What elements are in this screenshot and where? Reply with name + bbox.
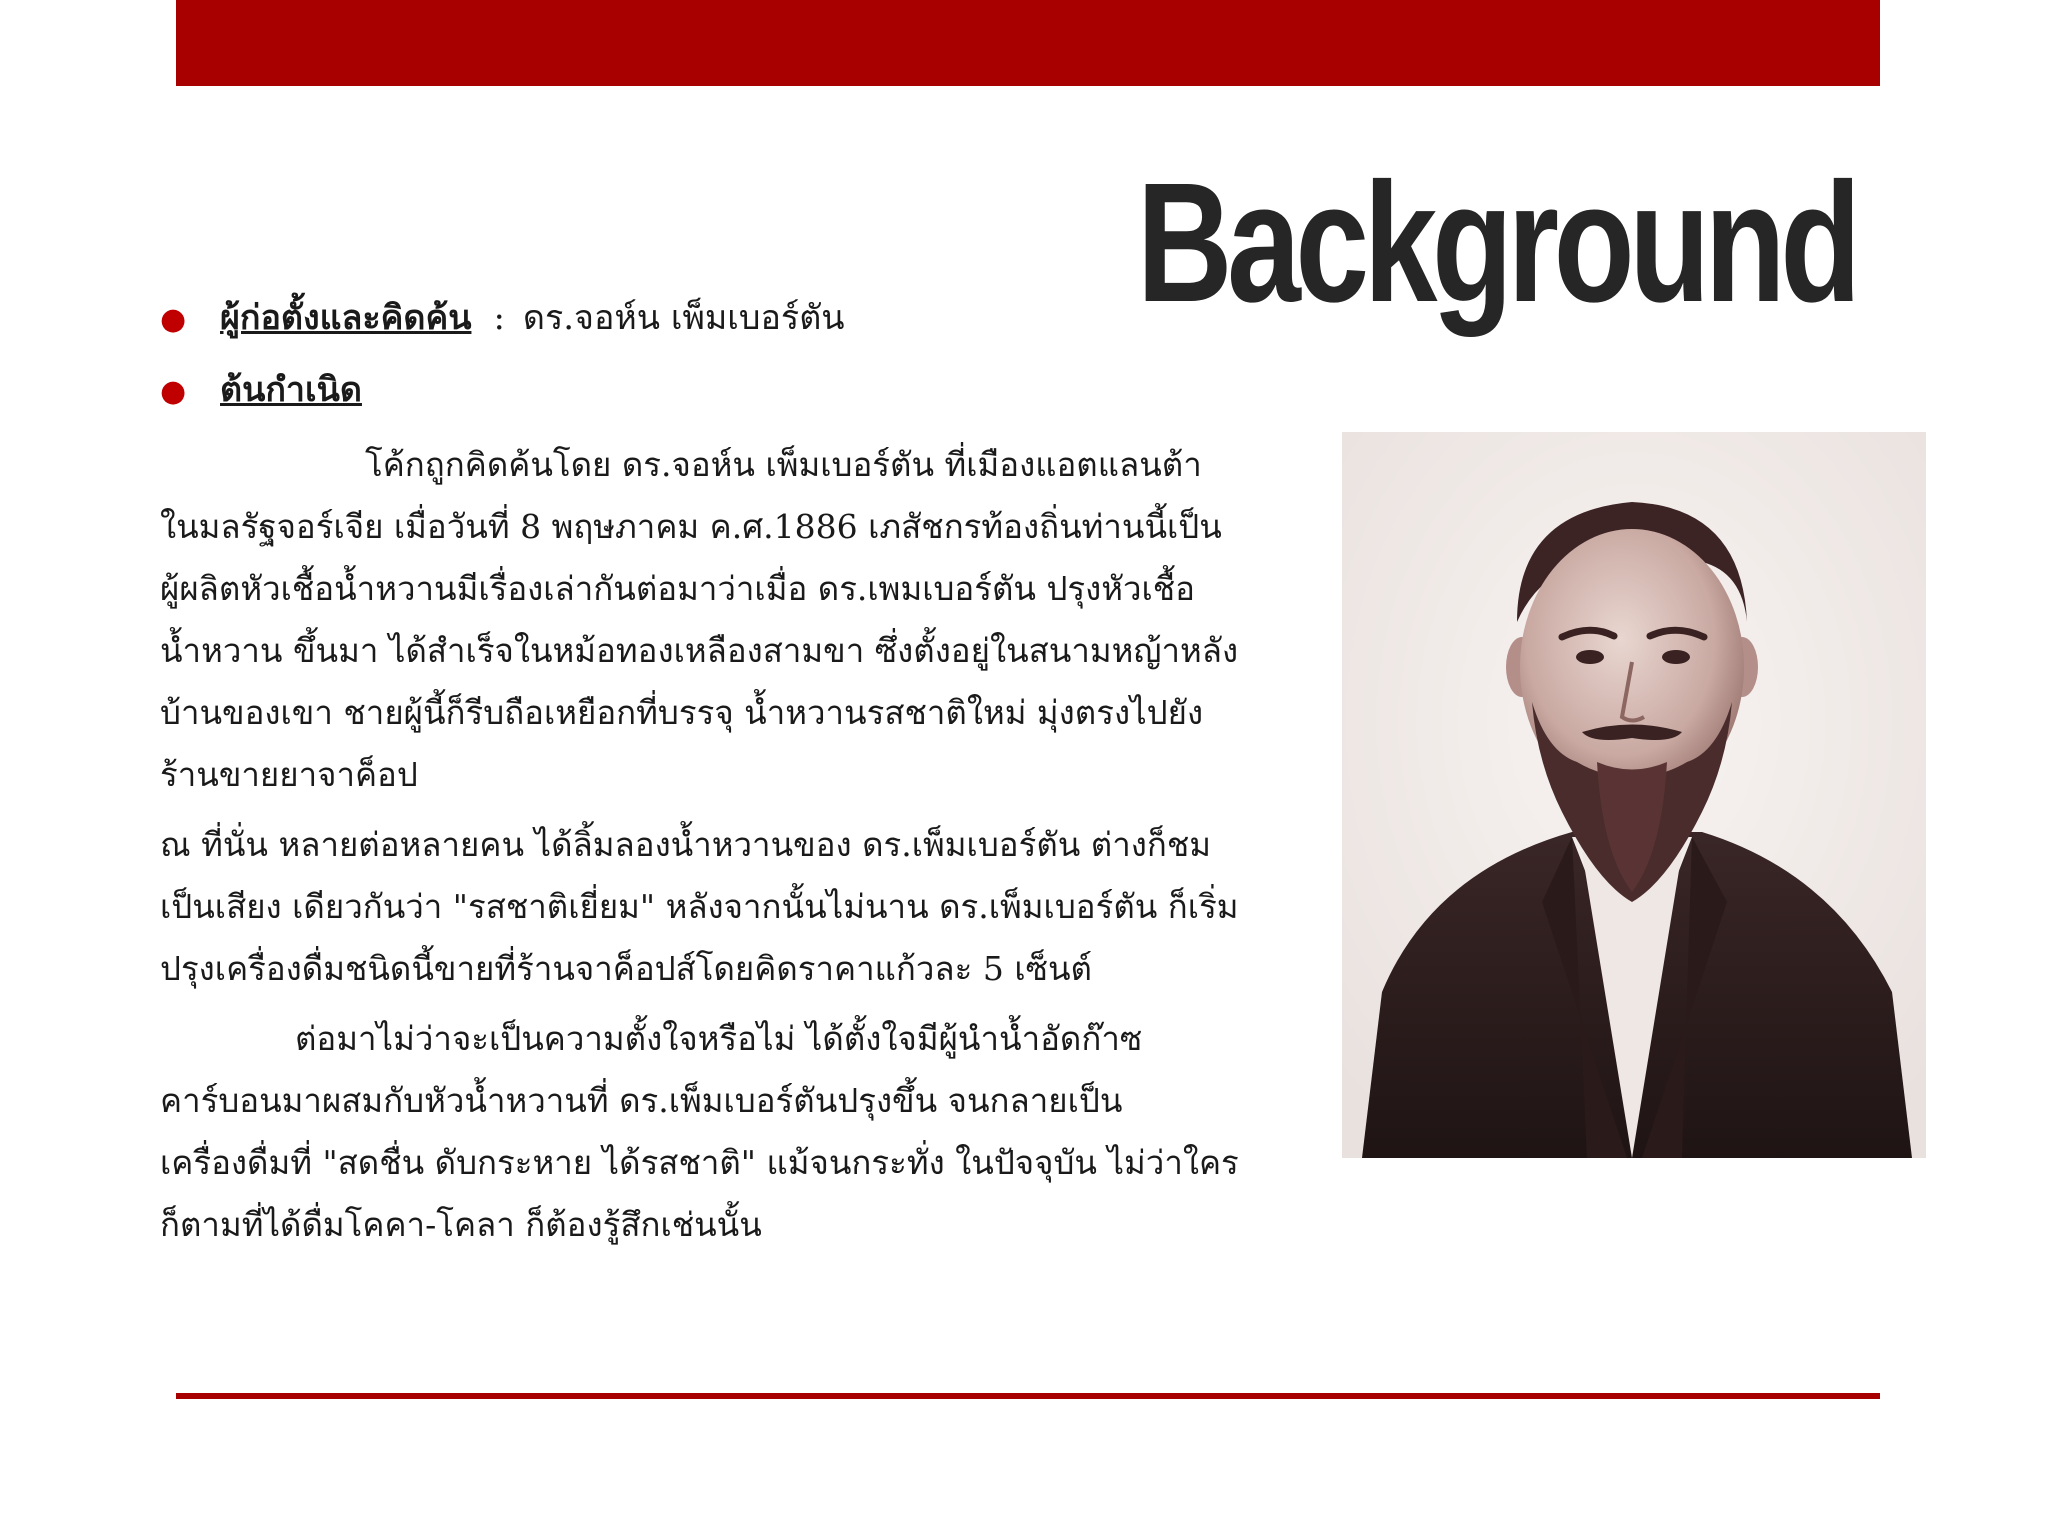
- bullet-label: ต้นกำเนิด: [220, 370, 362, 410]
- paragraph-line: ปรุงเครื่องดื่มชนิดนี้ขายที่ร้านจาค็อปส์โดยคิดราคาแก้วละ 5 เซ็นต์: [160, 949, 1092, 988]
- bottom-accent-line: [176, 1393, 1880, 1399]
- paragraph-line: เป็นเสียง เดียวกันว่า "รสชาติเยี่ยม" หลังจากนั้นไม่นาน ดร.เพ็มเบอร์ตัน ก็เริ่ม: [160, 887, 1239, 926]
- paragraph-carbonation: [160, 1008, 1239, 1256]
- bullet-value: ดร.จอห์น เพ็มเบอร์ตัน: [522, 298, 845, 338]
- bullet-dot-icon: ●: [160, 374, 187, 409]
- bullet-origin: [160, 362, 1220, 434]
- bullet-separator: :: [493, 298, 505, 338]
- paragraph-line: ในมลรัฐจอร์เจีย เมื่อวันที่ 8 พฤษภาคม ค.ศ.1886 เภสัชกรท้องถิ่นท่านนี้เป็น: [160, 507, 1222, 546]
- slide-content: [160, 290, 1239, 1256]
- paragraph-line: น้ำหวาน ขึ้นมา ได้สำเร็จในหม้อทองเหลืองสามขา ซึ่งตั้งอยู่ในสนามหญ้าหลัง: [160, 631, 1239, 670]
- top-accent-bar: [176, 0, 1880, 86]
- paragraph-line: ณ ที่นั่น หลายต่อหลายคน ได้ลิ้มลองน้ำหวานของ ดร.เพ็มเบอร์ตัน ต่างก็ชม: [160, 825, 1212, 864]
- paragraph-line: คาร์บอนมาผสมกับหัวน้ำหวานที่ ดร.เพ็มเบอร์ตันปรุงขึ้น จนกลายเป็น: [160, 1081, 1123, 1120]
- portrait-illustration: [1342, 432, 1926, 1158]
- paragraph-line: บ้านของเขา ชายผู้นี้ก็รีบถือเหยือกที่บรรจุ น้ำหวานรสชาติใหม่ มุ่งตรงไปยัง: [160, 693, 1204, 732]
- bullet-label: ผู้ก่อตั้งและคิดค้น: [220, 298, 472, 338]
- bullet-founder: [160, 290, 1220, 362]
- paragraph-origin-story: [160, 434, 1239, 806]
- paragraph-line: เครื่องดื่มที่ "สดชื่น ดับกระหาย ได้รสชาติ" แม้จนกระทั่ง ในปัจจุบัน ไม่ว่าใคร: [160, 1143, 1239, 1182]
- portrait-photo: [1342, 432, 1926, 1158]
- paragraph-line: ต่อมาไม่ว่าจะเป็นความตั้งใจหรือไม่ ได้ตั้งใจมีผู้นำน้ำอัดก๊าซ: [295, 1019, 1143, 1058]
- paragraph-line: ผู้ผลิตหัวเชื้อน้ำหวานมีเรื่องเล่ากันต่อมาว่าเมื่อ ดร.เพมเบอร์ตัน ปรุงหัวเชื้อ: [160, 569, 1196, 608]
- paragraph-line: ร้านขายยาจาค็อป: [160, 755, 418, 794]
- slide-title: Background: [1137, 148, 1856, 338]
- paragraph-pharmacy: [160, 814, 1239, 1000]
- bullet-dot-icon: ●: [160, 302, 187, 337]
- paragraph-line: โค้กถูกคิดค้นโดย ดร.จอห์น เพ็มเบอร์ตัน ที่เมืองแอตแลนต้า: [365, 445, 1202, 484]
- paragraph-line: ก็ตามที่ได้ดื่มโคคา-โคลา ก็ต้องรู้สึกเช่นนั้น: [160, 1205, 762, 1244]
